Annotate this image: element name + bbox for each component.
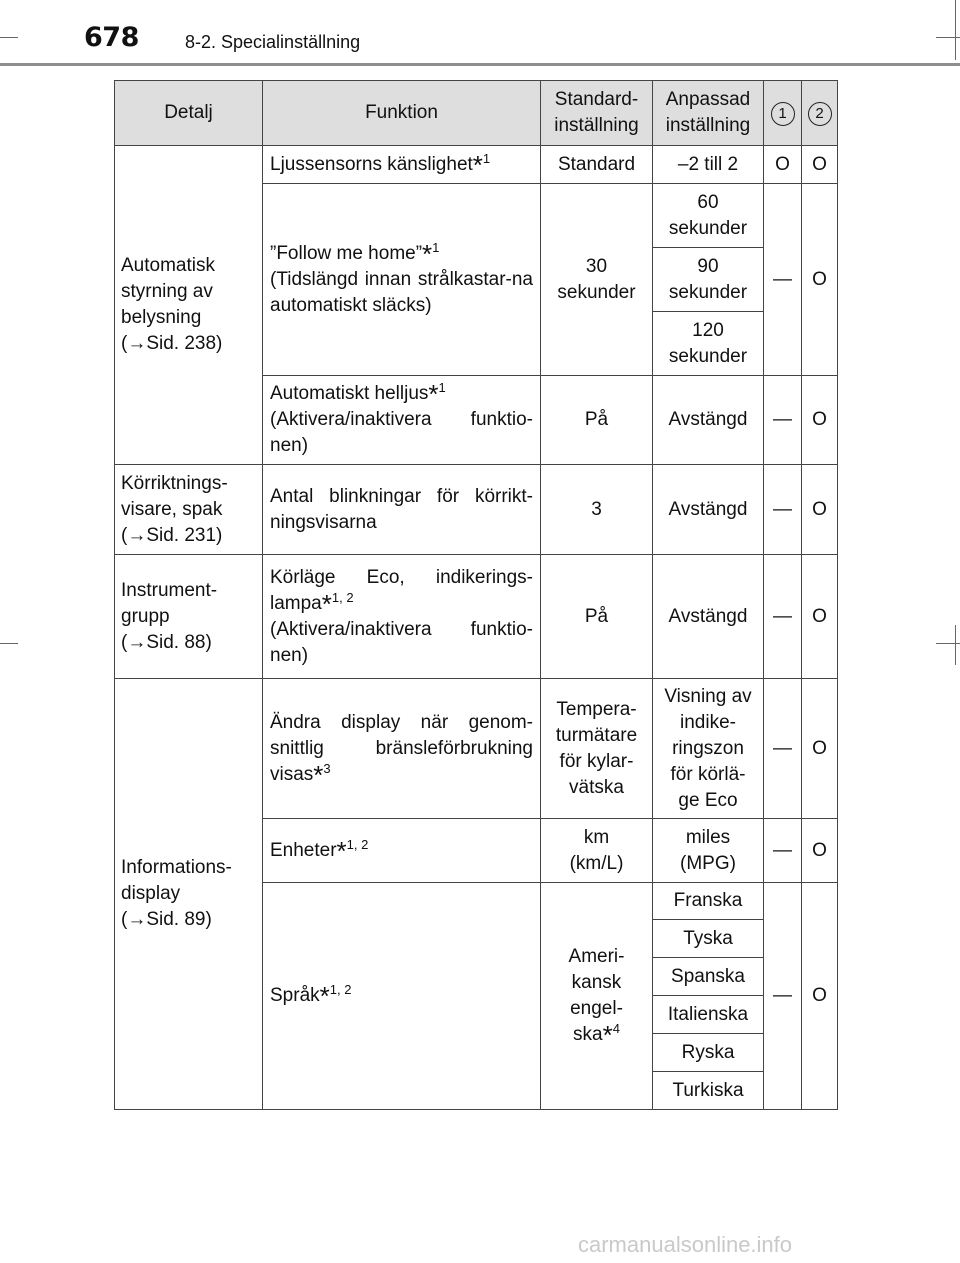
function-eco-indicator: Körläge Eco, indikerings-lampa*$^{1, 2}$ (Aktivera/inaktivera funktio-nen) xyxy=(263,555,541,679)
custom-display-change: Visning av indike- ringszon för körlä- ge Eco xyxy=(653,679,764,819)
header-default: Standard- inställning xyxy=(541,81,653,146)
col2-eco-indicator: O xyxy=(802,555,838,679)
col2-auto-high-beam: O xyxy=(802,376,838,465)
header-detail: Detalj xyxy=(115,81,263,146)
custom-turn-signal: Avstängd xyxy=(653,465,764,555)
custom-language-french: Franska xyxy=(653,883,764,920)
col1-language: — xyxy=(764,883,802,1110)
custom-follow-me-60: 60 sekunder xyxy=(653,184,764,248)
header-col1 xyxy=(764,81,802,146)
header-function: Funktion xyxy=(263,81,541,146)
detail-lighting: Automatisk styrning av belysning (→Sid. 238) xyxy=(115,146,263,465)
page-header xyxy=(0,0,960,66)
detail-info-display: Informations- display (→Sid. 89) xyxy=(115,679,263,1110)
detail-turn-signal: Körriktnings- visare, spak (→Sid. 231) xyxy=(115,465,263,555)
custom-language-russian: Ryska xyxy=(653,1034,764,1072)
custom-language-spanish: Spanska xyxy=(653,958,764,996)
col1-light-sensor: O xyxy=(764,146,802,184)
col1-units: — xyxy=(764,819,802,883)
asterisk-icon: * xyxy=(428,379,439,409)
crop-mark-mid-right-v xyxy=(955,625,956,665)
col2-follow-me-home: O xyxy=(802,184,838,376)
custom-eco-indicator: Avstängd xyxy=(653,555,764,679)
function-follow-me-home: ”Follow me home”*$^1$ (Tidslängd innan strålkastar-na automatiskt släcks) xyxy=(263,184,541,376)
custom-language-italian: Italienska xyxy=(653,996,764,1034)
table-row xyxy=(115,146,838,184)
col2-light-sensor: O xyxy=(802,146,838,184)
asterisk-icon: * xyxy=(313,759,324,790)
custom-language-german: Tyska xyxy=(653,920,764,958)
crop-mark-top-left xyxy=(0,37,18,38)
col1-display-change: — xyxy=(764,679,802,819)
default-units: km (km/L) xyxy=(541,819,653,883)
col1-auto-high-beam: — xyxy=(764,376,802,465)
custom-auto-high-beam: Avstängd xyxy=(653,376,764,465)
crop-mark-mid-left xyxy=(0,643,18,644)
asterisk-icon: * xyxy=(602,1020,613,1050)
custom-follow-me-90: 90 sekunder xyxy=(653,248,764,312)
asterisk-icon: * xyxy=(319,981,330,1011)
header-custom: Anpassad inställning xyxy=(653,81,764,146)
default-eco-indicator: På xyxy=(541,555,653,679)
default-language: Ameri- kansk engel- ska*$^4$ xyxy=(541,883,653,1110)
crop-mark-top-right-v xyxy=(955,0,956,60)
function-language: Språk*$^{1, 2}$ xyxy=(263,883,541,1110)
custom-units: miles (MPG) xyxy=(653,819,764,883)
table-row xyxy=(115,679,838,819)
col2-units: O xyxy=(802,819,838,883)
custom-follow-me-120: 120 sekunder xyxy=(653,312,764,376)
default-auto-high-beam: På xyxy=(541,376,653,465)
col1-eco-indicator: — xyxy=(764,555,802,679)
table-row xyxy=(115,465,838,555)
col1-turn-signal: — xyxy=(764,465,802,555)
default-display-change: Tempera- turmätare för kylar- vätska xyxy=(541,679,653,819)
crop-mark-top-right-h xyxy=(936,37,960,38)
function-display-change: Ändra display när genom-snittlig bränsleförbrukning visas*$^3$ xyxy=(263,679,541,819)
header-rule xyxy=(0,63,960,66)
col2-language: O xyxy=(802,883,838,1110)
asterisk-icon: * xyxy=(321,588,332,619)
table-header-row xyxy=(115,81,838,146)
asterisk-icon: * xyxy=(472,149,483,180)
detail-instrument: Instrument- grupp (→Sid. 88) xyxy=(115,555,263,679)
col2-turn-signal: O xyxy=(802,465,838,555)
settings-table xyxy=(114,80,838,1110)
circle-one-icon: 1 xyxy=(771,102,795,126)
col2-display-change: O xyxy=(802,679,838,819)
default-turn-signal: 3 xyxy=(541,465,653,555)
function-auto-high-beam: Automatiskt helljus*$^1$ (Aktivera/inaktivera funktio-nen) xyxy=(263,376,541,465)
section-title: 8-2. Specialinställning xyxy=(185,32,361,52)
circle-two-icon: 2 xyxy=(808,102,832,126)
function-light-sensor: Ljussensorns känslighet*$^1$ xyxy=(263,146,541,184)
header-col2 xyxy=(802,81,838,146)
asterisk-icon: * xyxy=(336,835,347,866)
crop-mark-mid-right-h xyxy=(936,643,960,644)
custom-light-sensor: –2 till 2 xyxy=(653,146,764,184)
asterisk-icon: * xyxy=(422,238,433,269)
page-number: 678 xyxy=(84,22,139,53)
default-follow-me-home: 30 sekunder xyxy=(541,184,653,376)
custom-language-turkish: Turkiska xyxy=(653,1072,764,1110)
default-light-sensor: Standard xyxy=(541,146,653,184)
footer-watermark: carmanualsonline.info xyxy=(578,1232,793,1257)
col1-follow-me-home: — xyxy=(764,184,802,376)
function-units: Enheter*$^{1, 2}$ xyxy=(263,819,541,883)
function-turn-signal: Antal blinkningar för körrikt-ningsvisarna xyxy=(263,465,541,555)
table-row xyxy=(115,555,838,679)
